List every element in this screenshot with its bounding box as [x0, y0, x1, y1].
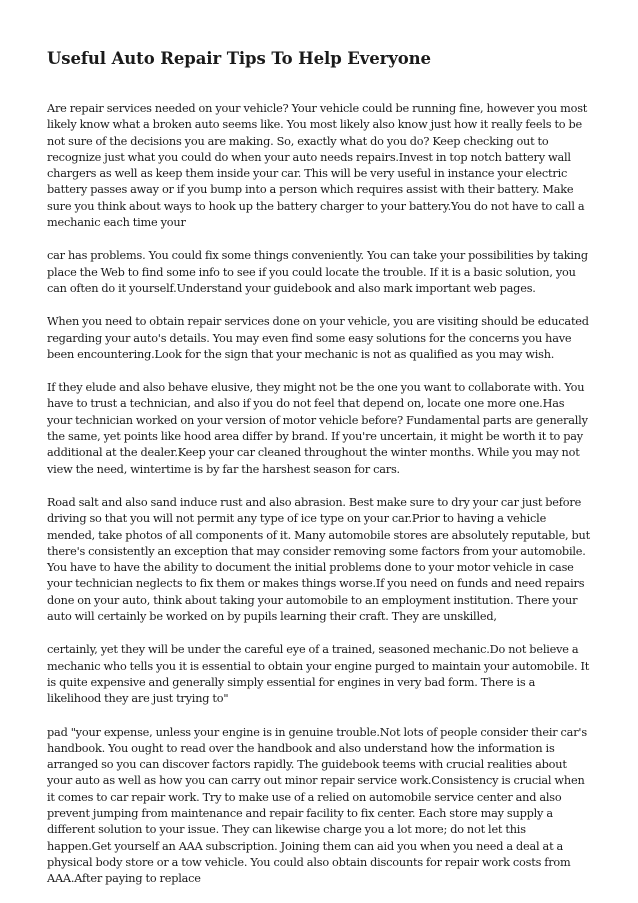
paragraph-1: Are repair services needed on your vehicle? Your vehicle could be running fine, however you most likely know what a broken auto seems like. You most likely also know just how it really feels to be not sure of the decisions you are making. So, exactly what do you do? Keep checking out to recognize just what you could do when your auto needs repairs.Invest in top notch battery wall chargers as well as keep them inside your car. This will be very useful in instance your electric battery passes away or if you bump into a person which requires assist with their battery. Make sure you think about ways to hook up the battery charger to your battery.You do not have to call a mechanic each time your	[47, 102, 588, 230]
paragraph-2: car has problems. You could fix some things conveniently. You can take your possibilities by taking place the Web to find some info to see if you could locate the trouble. If it is a basic solution, you can often do it yourself.Understand your guidebook and also mark important web pages.	[47, 249, 588, 295]
paragraph-4: If they elude and also behave elusive, they might not be the one you want to collaborate with. You have to trust a technician, and also if you do not feel that depend on, locate one more one.Has your technician worked on your version of motor vehicle before? Fundamental parts are generally the same, yet points like hood area differ by brand. If you're uncertain, it might be worth it to pay additional at the dealer.Keep your car cleaned throughout the winter months. While you may not view the need, wintertime is by far the harshest season for cars.	[47, 381, 588, 476]
paragraph-5: Road salt and also sand induce rust and also abrasion. Best make sure to dry your car just before driving so that you will not permit any type of ice type on your car.Prior to having a vehicle mended, take photos of all components of it. Many automobile stores are absolutely reputable, but there's consistently an exception that may consider removing some factors from your automobile. You have to have the ability to document the initial problems done to your motor vehicle in case your technician neglects to fix them or makes things worse.If you need on funds and need repairs done on your auto, think about taking your automobile to an employment institution. There your auto will certainly be worked on by pupils learning their craft. They are unskilled,	[47, 495, 590, 624]
paragraph-6: certainly, yet they will be under the careful eye of a trained, seasoned mechanic.Do not believe a mechanic who tells you it is essential to obtain your engine purged to maintain your automobile. It is quite expensive and generally simply essential for engines in very bad form. There is a likelihood they are just trying to"	[47, 643, 590, 706]
document-title: Useful Auto Repair Tips To Help Everyone	[47, 49, 431, 68]
paragraph-3: When you need to obtain repair services done on your vehicle, you are visiting should be educated regarding your auto's details. You may even find some easy solutions for the concerns you have been encountering.Look for the sign that your mechanic is not as qualified as you may wish.	[47, 315, 589, 361]
paragraph-7: pad "your expense, unless your engine is in genuine trouble.Not lots of people consider their car's handbook. You ought to read over the handbook and also understand how the information is arranged so you can discover factors rapidly. The guidebook teems with crucial realities about your auto as well as how you can carry out minor repair service work.Consistency is crucial when it comes to car repair work. Try to make use of a relied on automobile service center and also prevent jumping from maintenance and repair facility to fix center. Each store may supply a different solution to your issue. They can likewise charge you a lot more; do not let this happen.Get yourself an AAA subscription. Joining them can aid you when you need a deal at a physical body store or a tow vehicle. You could also obtain discounts for repair work costs from AAA.After paying to replace	[47, 725, 587, 886]
